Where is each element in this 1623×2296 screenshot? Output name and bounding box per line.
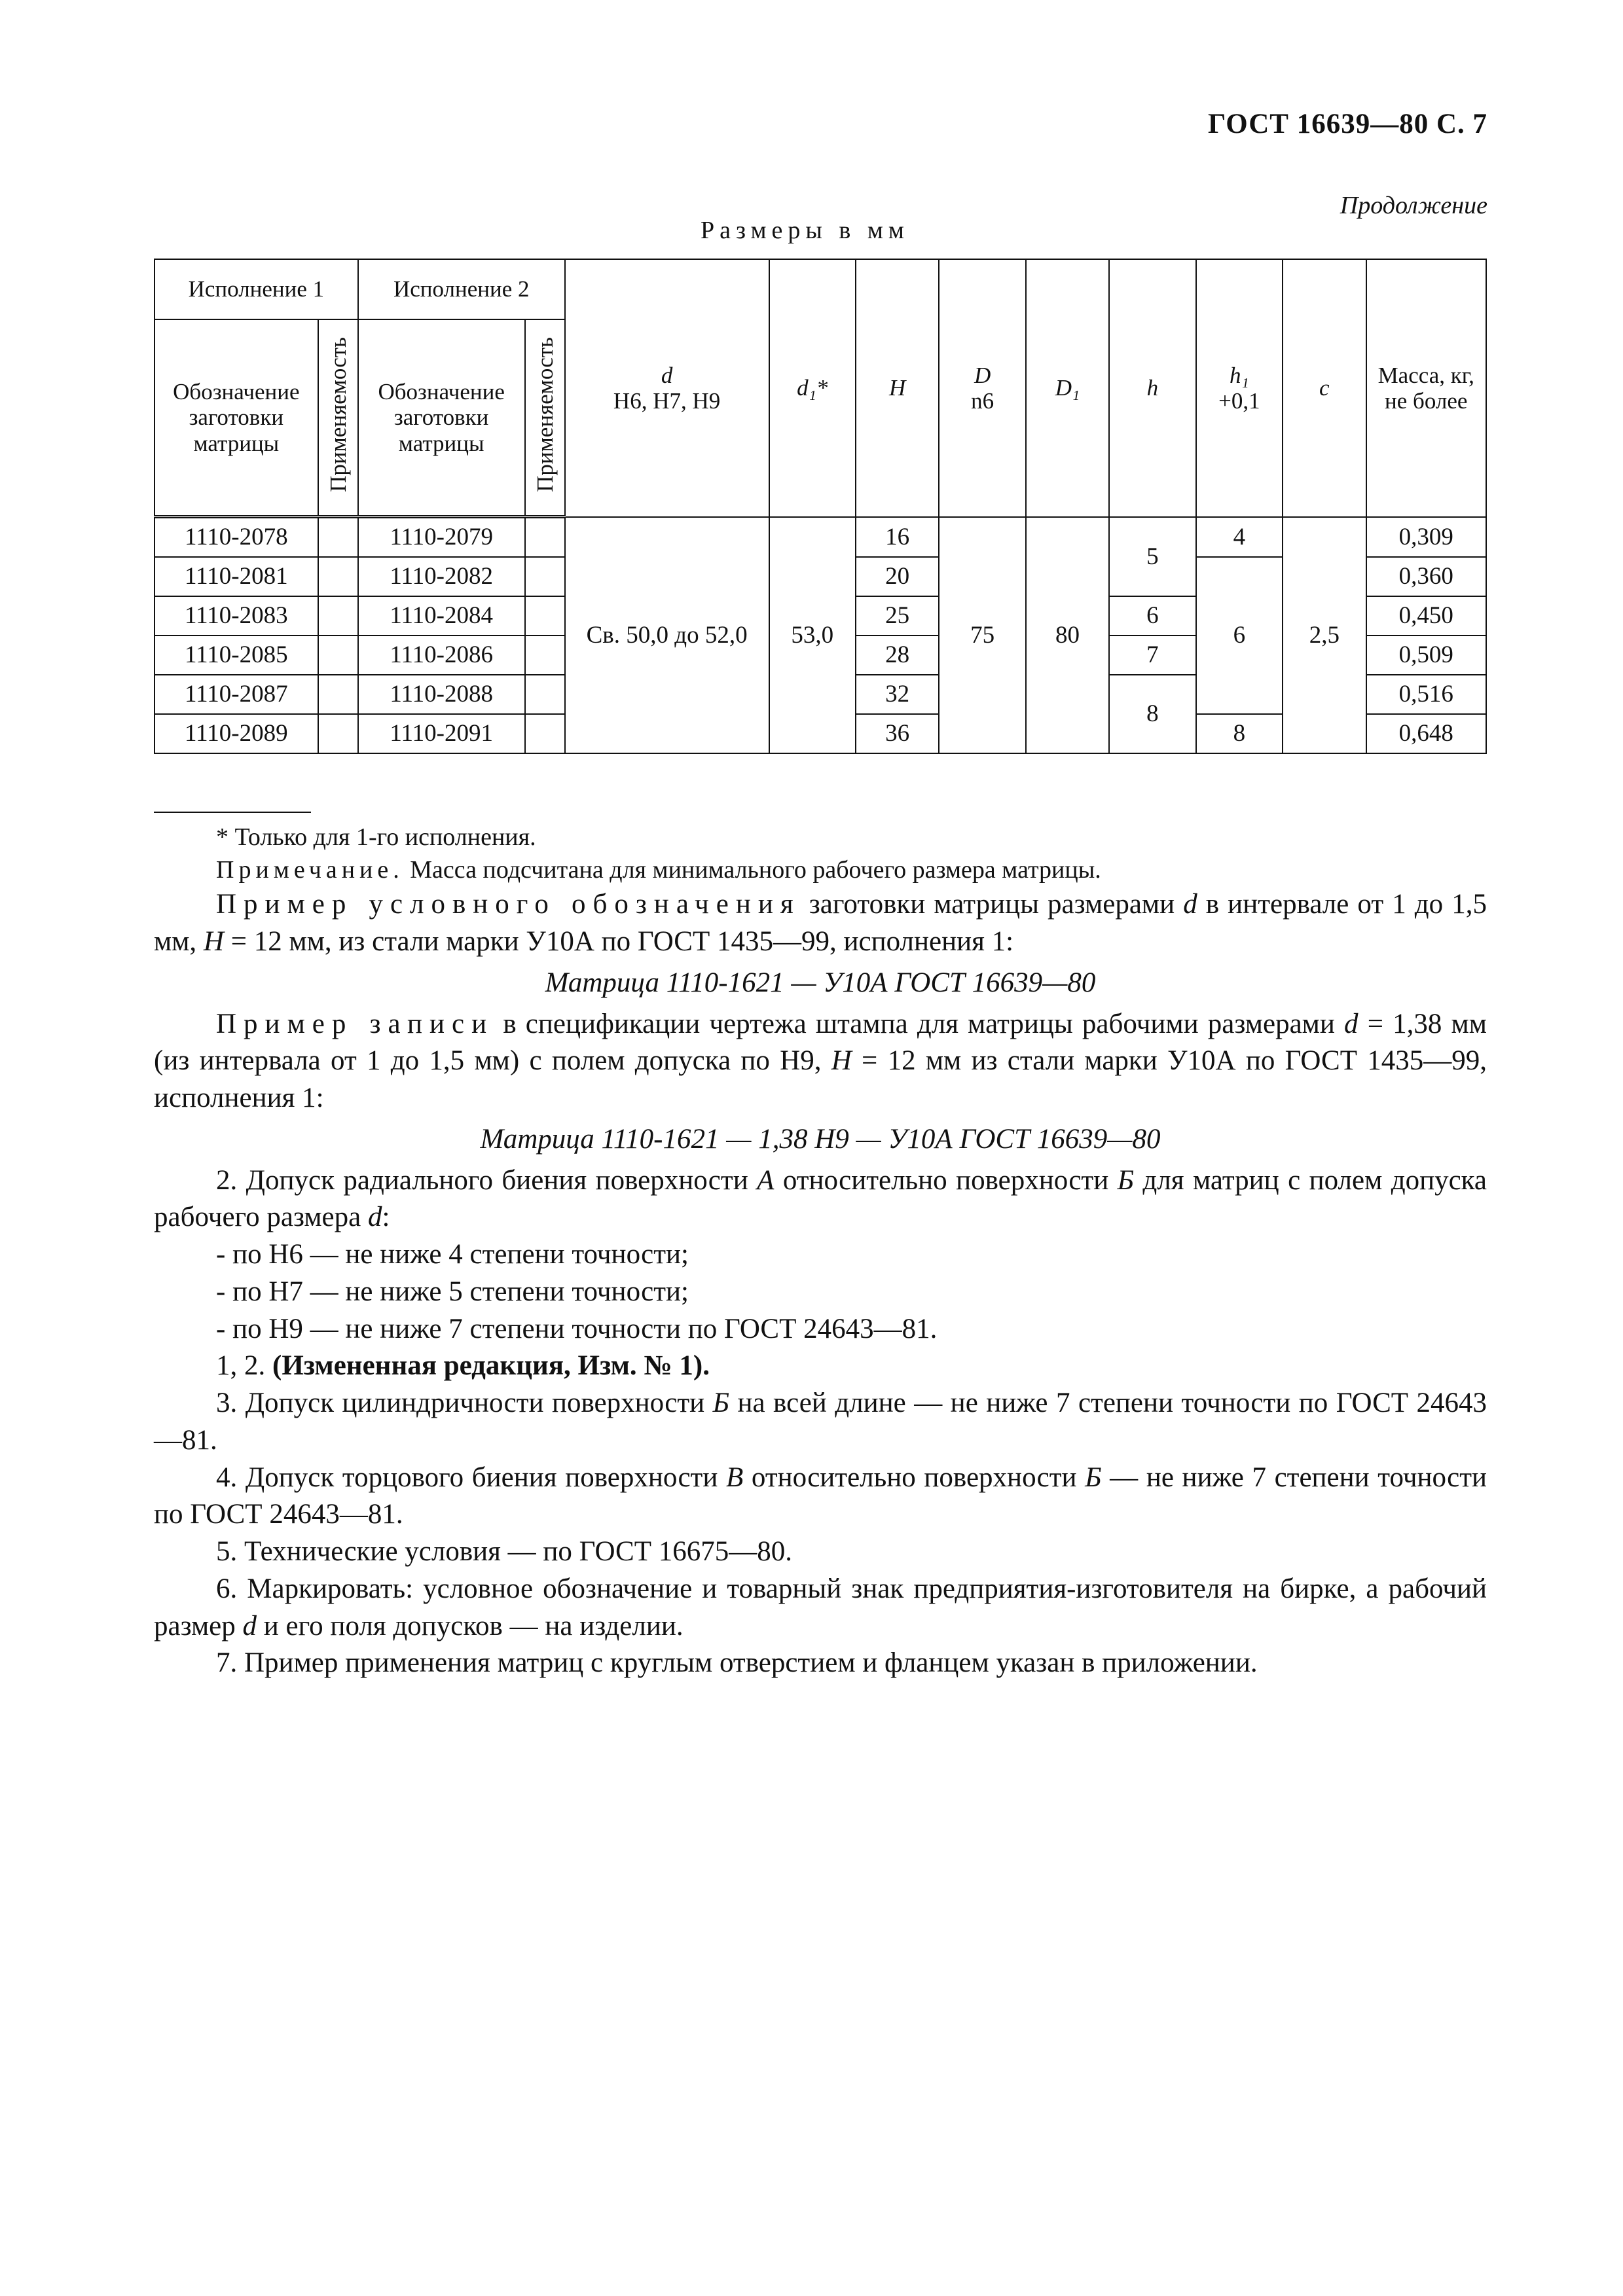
col-c-header: c (1283, 259, 1366, 517)
item-2-B: Б (1117, 1164, 1134, 1196)
body-text (154, 812, 1487, 1682)
footnote: * Только для 1-го исполнения. (216, 823, 536, 851)
change-note (154, 1348, 1487, 1385)
col-d-symbol: d (661, 362, 673, 388)
designation-1-cell: 1110-2087 (155, 675, 318, 714)
example-1 (154, 886, 1487, 961)
H-value-cell: 28 (856, 636, 939, 675)
applicability-1-cell (318, 675, 358, 714)
item-4-V: В (725, 1462, 744, 1493)
designation-2-cell: 1110-2091 (358, 714, 525, 753)
col-designation-2-header: Обозначение заготовки матрицы (358, 319, 525, 517)
designation-2-cell: 1110-2082 (358, 557, 525, 596)
H-value-cell: 36 (856, 714, 939, 753)
designation-2-cell: 1110-2079 (358, 517, 525, 558)
D1-value-cell: 80 (1026, 517, 1109, 754)
example-1-text-b: в интервале от 1 до 1,5 мм, (154, 889, 1487, 958)
change-bold: (Измененная редакция, Изм. № 1). (272, 1350, 710, 1382)
item-5: 5. Технические условия — по ГОСТ 16675—80. (216, 1536, 792, 1568)
designation-2-cell: 1110-2086 (358, 636, 525, 675)
designation-1-cell: 1110-2081 (155, 557, 318, 596)
mass-value-cell: 0,309 (1366, 517, 1487, 558)
col-h1-header (1196, 259, 1283, 517)
page-header: ГОСТ 16639—80 С. 7 (1207, 109, 1487, 139)
item-6-b: и его поля допусков — на изделии. (257, 1610, 684, 1641)
example-2-text-a: в спецификации чертежа штампа для матрицы рабочими размерами (494, 1008, 1345, 1039)
H-value-cell: 32 (856, 675, 939, 714)
mass-value-cell: 0,360 (1366, 557, 1487, 596)
example-1-d: d (1183, 889, 1197, 920)
mass-value-cell: 0,509 (1366, 636, 1487, 675)
spec-table (154, 259, 1487, 754)
item-6-d: d (242, 1610, 257, 1641)
designation-1-cell: 1110-2085 (155, 636, 318, 675)
item-2 (154, 1162, 1487, 1237)
item-4 (154, 1460, 1487, 1534)
applicability-2-cell (525, 517, 565, 558)
applicability-1-cell (318, 557, 358, 596)
col-applicability-1-header (318, 319, 358, 517)
D-value-cell: 75 (939, 517, 1025, 754)
c-value-cell: 2,5 (1283, 517, 1366, 754)
col-D1-header: D₁ (1026, 259, 1109, 517)
example-2-H: H (831, 1045, 852, 1077)
H-value-cell: 20 (856, 557, 939, 596)
h1-value-cell: 8 (1196, 714, 1283, 753)
h1-value-cell: 4 (1196, 517, 1283, 558)
example-1-text-c: = 12 мм, из стали марки У10А по ГОСТ 1435—99, исполнения 1: (223, 926, 1014, 958)
designation-2-cell: 1110-2084 (358, 596, 525, 636)
H-value-cell: 16 (856, 517, 939, 558)
H-value-cell: 25 (856, 596, 939, 636)
mass-value-cell: 0,516 (1366, 675, 1487, 714)
note-text: Масса подсчитана для минимального рабочего размера матрицы. (410, 856, 1101, 884)
applicability-1-cell (318, 714, 358, 753)
example-1-text-a: заготовки матрицы размерами (800, 889, 1184, 920)
mass-value-cell: 0,648 (1366, 714, 1487, 753)
list-item: - по Н7 — не ниже 5 степени точности; (216, 1276, 689, 1307)
example-2 (154, 1006, 1487, 1117)
item-2-b: относительно поверхности (774, 1164, 1118, 1196)
designation-1-cell: 1110-2078 (155, 517, 318, 558)
item-4-a: 4. Допуск торцового биения поверхности (216, 1462, 726, 1493)
example-1-label: Пример условного обозначения (216, 889, 801, 920)
h-value-cell: 6 (1109, 596, 1195, 636)
designation-1-cell: 1110-2089 (155, 714, 318, 753)
designation-2-cell: 1110-2088 (358, 675, 525, 714)
h-value-cell: 5 (1109, 517, 1195, 597)
mass-value-cell: 0,450 (1366, 596, 1487, 636)
item-6-a: 6. Маркировать: условное обозначение и товарный знак предприятия-изготовителя на бирке, а рабочий размер (154, 1573, 1487, 1641)
item-3 (154, 1385, 1487, 1460)
example-2-d: d (1344, 1008, 1359, 1039)
col-D-tolerance: n6 (971, 387, 994, 414)
list-item: - по Н9 — не ниже 7 степени точности по ГОСТ 24643—81. (216, 1313, 938, 1344)
col-h1-symbol: h₁ (1230, 362, 1249, 388)
applicability-2-label: Применяемость (532, 337, 558, 493)
col-mass-header: Масса, кг, не более (1366, 259, 1487, 517)
item-2-c: для матриц с полем допуска рабочего размера (154, 1164, 1487, 1233)
applicability-1-label: Применяемость (325, 337, 351, 493)
col-d-header (565, 259, 769, 517)
table-row (155, 517, 1486, 558)
d-value-cell: Св. 50,0 до 52,0 (565, 517, 769, 754)
example-2-text-b: = 1,38 мм (из интервала от 1 до 1,5 мм) с полем допуска по Н9, (154, 1008, 1487, 1077)
col-D-symbol: D (974, 362, 991, 388)
continuation-label: Продолжение (1340, 192, 1487, 219)
item-6 (154, 1571, 1487, 1645)
note-label: Примечание. (216, 856, 404, 884)
change-prefix: 1, 2. (216, 1350, 272, 1382)
list-item: - по Н6 — не ниже 4 степени точности; (216, 1239, 689, 1270)
footnote-rule (154, 812, 311, 813)
applicability-2-cell (525, 675, 565, 714)
applicability-1-cell (318, 517, 358, 558)
item-4-B: Б (1085, 1462, 1102, 1493)
h1-value-cell: 6 (1196, 557, 1283, 714)
applicability-2-cell (525, 636, 565, 675)
d1-value-cell: 53,0 (769, 517, 856, 754)
item-4-c: — не ниже 7 степени точности по ГОСТ 24643—81. (154, 1462, 1487, 1530)
item-2-A: А (757, 1164, 775, 1196)
example-1-H: H (203, 926, 224, 958)
item-2-d: d (367, 1202, 382, 1233)
col-h-header: h (1109, 259, 1195, 517)
col-applicability-2-header (525, 319, 565, 517)
h-value-cell: 7 (1109, 636, 1195, 675)
group-header-2: Исполнение 2 (358, 259, 565, 319)
applicability-1-cell (318, 596, 358, 636)
h-value-cell: 8 (1109, 675, 1195, 753)
col-h1-tolerance: +0,1 (1218, 387, 1260, 414)
applicability-2-cell (525, 557, 565, 596)
applicability-2-cell (525, 596, 565, 636)
example-2-label: Пример записи (216, 1008, 494, 1039)
col-d-tolerance: Н6, Н7, Н9 (613, 387, 721, 414)
applicability-2-cell (525, 714, 565, 753)
item-4-b: относительно поверхности (743, 1462, 1085, 1493)
designation-1-cell: 1110-2083 (155, 596, 318, 636)
item-3-b: на всей длине — не ниже 7 степени точности по ГОСТ 24643—81. (154, 1388, 1487, 1456)
item-3-a: 3. Допуск цилиндричности поверхности (216, 1388, 713, 1419)
col-d1-header: d₁* (769, 259, 856, 517)
example-1-formula: Матрица 1110-1621 — У10А ГОСТ 16639—80 (545, 967, 1096, 998)
col-designation-1-header: Обозначение заготовки матрицы (155, 319, 318, 517)
note (154, 853, 1487, 886)
item-2-a: 2. Допуск радиального биения поверхности (216, 1164, 757, 1196)
group-header-1: Исполнение 1 (155, 259, 358, 319)
col-H-header: H (856, 259, 939, 517)
applicability-1-cell (318, 636, 358, 675)
item-7: 7. Пример применения матриц с круглым отверстием и фланцем указан в приложении. (216, 1647, 1258, 1679)
item-3-B: Б (712, 1388, 729, 1419)
example-2-text-c: = 12 мм из стали марки У10А по ГОСТ 1435—99, исполнения 1: (154, 1045, 1487, 1114)
col-D-header (939, 259, 1025, 517)
example-2-formula: Матрица 1110-1621 — 1,38 Н9 — У10А ГОСТ 16639—80 (480, 1123, 1161, 1155)
item-2-e: : (382, 1202, 390, 1233)
sizes-caption: Размеры в мм (701, 217, 909, 244)
